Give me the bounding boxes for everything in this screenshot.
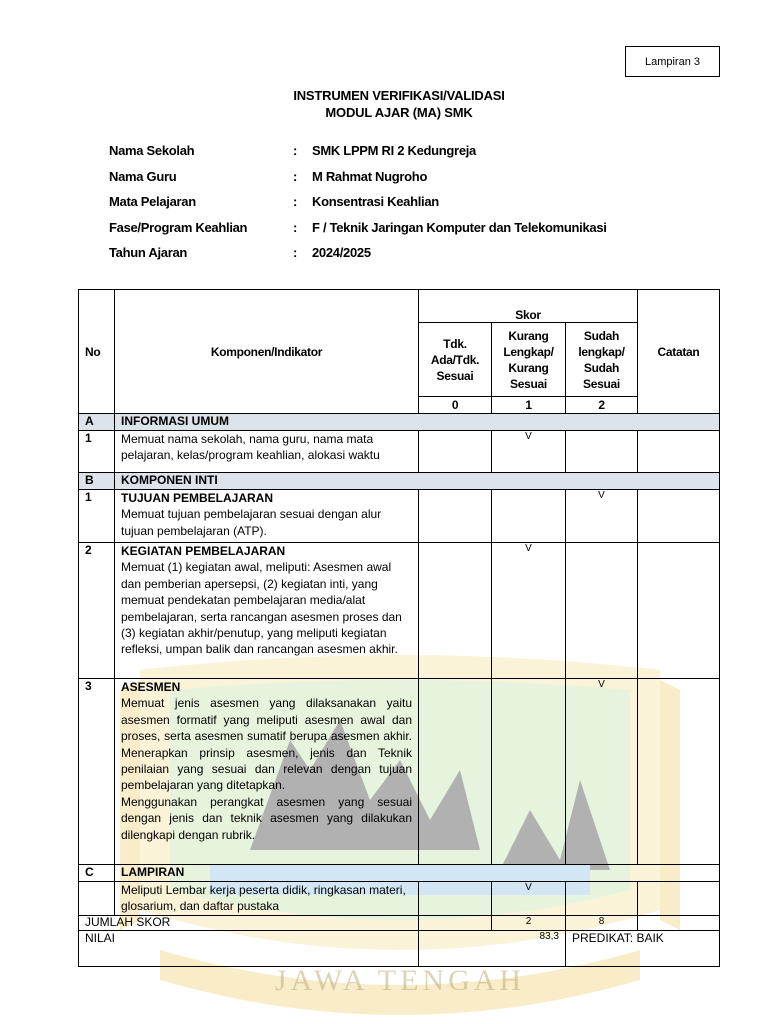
header-skor-2: Sudah lengkap/ Sudah Sesuai bbox=[566, 323, 638, 397]
cell-skor-1 bbox=[492, 490, 566, 543]
cell-skor-0 bbox=[419, 679, 492, 865]
section-code: B bbox=[79, 473, 115, 490]
lampiran-box: Lampiran 3 bbox=[625, 46, 720, 77]
jumlah-row bbox=[79, 916, 720, 931]
cell-skor-2 bbox=[566, 882, 638, 916]
section-title: INFORMASI UMUM bbox=[115, 414, 720, 431]
info-label: Nama Sekolah bbox=[109, 143, 195, 158]
cell-skor-2-mark: V bbox=[566, 679, 638, 865]
header-skor-value-0: 0 bbox=[419, 397, 492, 414]
cell-skor-1-mark: V bbox=[492, 882, 566, 916]
row-title: TUJUAN PEMBELAJARAN bbox=[121, 491, 274, 505]
row-no: 1 bbox=[79, 490, 115, 543]
info-label: Fase/Program Keahlian bbox=[109, 219, 248, 235]
section-title: LAMPIRAN bbox=[115, 865, 720, 882]
header-skor-1: Kurang Lengkap/ Kurang Sesuai bbox=[492, 323, 566, 397]
verification-table bbox=[78, 289, 720, 967]
row-text: Meliputi Lembar kerja peserta didik, ringkasan materi, glosarium, dan daftar pustaka bbox=[115, 882, 419, 916]
cell-catatan bbox=[638, 679, 720, 865]
info-label: Nama Guru bbox=[109, 168, 177, 184]
section-title: KOMPONEN INTI bbox=[115, 473, 720, 490]
cell-skor-2-mark: V bbox=[566, 490, 638, 543]
row-content bbox=[115, 490, 419, 543]
info-colon: : bbox=[293, 245, 298, 260]
cell-skor-0 bbox=[419, 882, 492, 916]
document-title-line1: INSTRUMEN VERIFIKASI/VALIDASI bbox=[293, 88, 505, 103]
cell-skor-0 bbox=[419, 431, 492, 473]
table-row bbox=[79, 882, 720, 916]
row-text: Memuat (1) kegiatan awal, meliputi: Asesmen awal dan pemberian apersepsi, (2) kegiatan inti, yang memuat pendekatan pembelajaran media/alat pembelajaran, serta rancangan asesmen proses dan (3) kegiatan akhir/penutup, yang meliputi kegiatan refleksi, umpan balik dan rancangan asesmen akhir. bbox=[121, 560, 402, 657]
info-value: 2024/2025 bbox=[312, 245, 371, 260]
nilai-label: NILAI bbox=[79, 931, 419, 967]
table-row bbox=[79, 543, 720, 679]
cell-skor-2 bbox=[566, 431, 638, 473]
header-komponen: Komponen/Indikator bbox=[115, 290, 419, 414]
section-row-c bbox=[79, 865, 720, 882]
nilai-row bbox=[79, 931, 720, 967]
section-code: A bbox=[79, 414, 115, 431]
info-value: F / Teknik Jaringan Komputer dan Telekomunikasi bbox=[312, 219, 607, 235]
row-no: 2 bbox=[79, 543, 115, 679]
row-title: KEGIATAN PEMBELAJARAN bbox=[121, 544, 286, 558]
cell-skor-1 bbox=[492, 679, 566, 865]
row-title: ASESMEN bbox=[121, 680, 181, 694]
jumlah-label: JUMLAH SKOR bbox=[79, 916, 419, 931]
cell-skor-0 bbox=[419, 543, 492, 679]
header-catatan: Catatan bbox=[638, 290, 720, 414]
cell-skor-2 bbox=[566, 543, 638, 679]
jumlah-skor-2: 8 bbox=[566, 916, 638, 931]
info-colon: : bbox=[293, 219, 298, 235]
predikat: PREDIKAT: BAIK bbox=[566, 931, 720, 967]
row-no bbox=[79, 882, 115, 916]
cell-catatan bbox=[638, 543, 720, 679]
cell-catatan bbox=[638, 431, 720, 473]
document-title-line2: MODUL AJAR (MA) SMK bbox=[325, 105, 473, 120]
table-row bbox=[79, 431, 720, 473]
row-text: Memuat jenis asesmen yang dilaksanakan yaitu asesmen formatif yang meliputi asesmen awal dan proses, serta asesmen sumatif berupa asesmen akhir. Menerapkan prinsip asesmen, jenis dan Teknik penilaian yang sesuai dan relevan dengan tujuan pembelajaran yang ditetapkan. bbox=[121, 696, 412, 793]
row-content bbox=[115, 543, 419, 679]
cell-catatan bbox=[638, 490, 720, 543]
info-colon: : bbox=[293, 143, 298, 158]
row-content bbox=[115, 679, 419, 865]
cell-skor-1-mark: V bbox=[492, 543, 566, 679]
cell-skor-0 bbox=[419, 490, 492, 543]
info-colon: : bbox=[293, 168, 298, 184]
info-colon: : bbox=[293, 194, 298, 209]
cell-catatan bbox=[638, 882, 720, 916]
row-no: 1 bbox=[79, 431, 115, 473]
section-row-b bbox=[79, 473, 720, 490]
row-text: Memuat tujuan pembelajaran sesuai dengan alur tujuan pembelajaran (ATP). bbox=[121, 507, 382, 538]
cell-skor-1-mark: V bbox=[492, 431, 566, 473]
info-value: Konsentrasi Keahlian bbox=[312, 194, 439, 209]
section-row-a bbox=[79, 414, 720, 431]
row-text: Memuat nama sekolah, nama guru, nama mata pelajaran, kelas/program keahlian, alokasi waktu bbox=[115, 431, 419, 473]
header-no: No bbox=[79, 290, 115, 414]
row-no: 3 bbox=[79, 679, 115, 865]
table-row bbox=[79, 679, 720, 865]
jumlah-skor-0 bbox=[419, 916, 492, 931]
info-label: Tahun Ajaran bbox=[109, 245, 188, 260]
header-skor-value-1: 1 bbox=[492, 397, 566, 414]
jumlah-skor-1: 2 bbox=[492, 916, 566, 931]
header-skor: Skor bbox=[419, 290, 638, 323]
table-row bbox=[79, 490, 720, 543]
watermark-text: JAWA TENGAH bbox=[274, 964, 526, 997]
info-label: Mata Pelajaran bbox=[109, 194, 196, 209]
header-skor-0: Tdk. Ada/Tdk. Sesuai bbox=[419, 323, 492, 397]
info-value: M Rahmat Nugroho bbox=[312, 168, 428, 184]
header-skor-value-2: 2 bbox=[566, 397, 638, 414]
section-code: C bbox=[79, 865, 115, 882]
row-text-2: Menggunakan perangkat asesmen yang sesuai dengan jenis dan teknik asesmen yang dilakukan dilengkapi dengan rubrik. bbox=[121, 794, 412, 842]
jumlah-catatan bbox=[638, 916, 720, 931]
nilai-value: 83,3 bbox=[419, 931, 566, 967]
info-value: SMK LPPM RI 2 Kedungreja bbox=[312, 143, 476, 158]
